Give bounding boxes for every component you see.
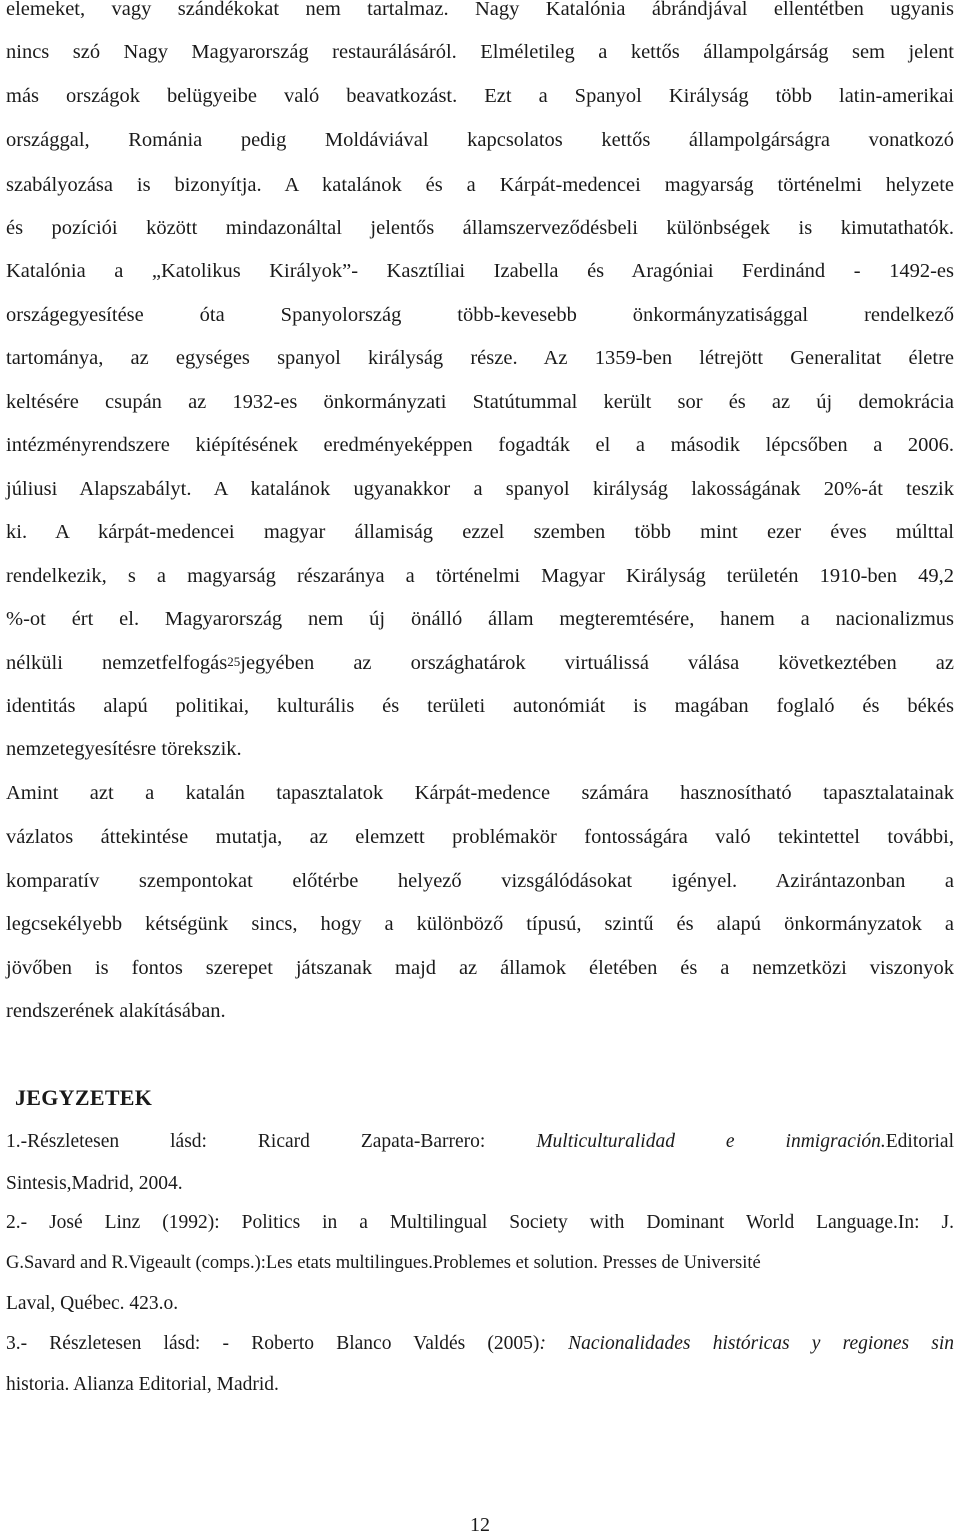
body-line: tartománya, az egységes spanyol királyság része. Az 1359-ben létrejött Generalitat életre (6, 347, 954, 369)
body-line: %-ot ért el. Magyarország nem új önálló állam megteremtésére, hanem a nacionalizmus (6, 608, 954, 630)
body-line: rendelkezik, s a magyarság részaránya a történelmi Magyar Királyság területén 1910-ben 49,2 (6, 565, 954, 587)
note-text: 3.- Részletesen lásd: - Roberto Blanco Valdés (2005) (6, 1333, 540, 1354)
body-line: jövőben is fontos szerepet játszanak majd az államok életében és a nemzetközi viszonyok (6, 957, 954, 979)
body-line: nincs szó Nagy Magyarország restaurálásáról. Elméletileg a kettős állampolgárság sem jelent (6, 41, 954, 63)
page-number: 12 (470, 1514, 490, 1536)
body-line: komparatív szempontokat előtérbe helyező vizsgálódásokat igényel. Azirántazonban a (6, 870, 954, 892)
note-2-line-1: 2.- José Linz (1992): Politics in a Multilingual Society with Dominant World Language.In: J. (6, 1212, 954, 1233)
body-line: szabályozása is bizonyítja. A katalánok és a Kárpát-medencei magyarság történelmi helyzete (6, 174, 954, 196)
note-2-line-3: Laval, Québec. 423.o. (6, 1293, 179, 1314)
note-1-line-1 (6, 1130, 954, 1154)
note-text: Editorial (885, 1131, 954, 1152)
notes-heading: JEGYZETEK (15, 1085, 153, 1110)
body-line: országegyesítése óta Spanyolország több-kevesebb önkormányzatisággal rendelkező (6, 304, 954, 326)
note-3-line-2: historia. Alianza Editorial, Madrid. (6, 1374, 279, 1395)
footnote-ref: 25 (227, 654, 241, 669)
body-line: júliusi Alapszabályt. A katalánok ugyanakkor a spanyol királyság lakosságának 20%-át teszik (6, 478, 954, 500)
body-line: nemzetegyesítésre törekszik. (6, 738, 242, 760)
body-line: rendszerének alakításában. (6, 1000, 226, 1022)
body-line: ki. A kárpát-medencei magyar államiság ezzel szemben több mint ezer éves múlttal (6, 521, 954, 543)
body-line: más országok belügyeibe való beavatkozást. Ezt a Spanyol Királyság több latin-amerikai (6, 85, 954, 107)
note-3-line-1 (6, 1332, 954, 1356)
body-line-with-footnote (6, 651, 954, 675)
body-line: keltésére csupán az 1932-es önkormányzati Statútummal került sor és az új demokrácia (6, 391, 954, 413)
body-line: Katalónia a „Katolikus Királyok”- Kasztíliai Izabella és Aragóniai Ferdinánd - 1492-es (6, 260, 954, 282)
footnote-text-before: nélküli nemzetfelfogás (6, 652, 228, 674)
note-title: Multiculturalidad e inmigración. (536, 1131, 886, 1152)
note-1-line-2: Sintesis,Madrid, 2004. (6, 1173, 183, 1194)
note-2-line-2: G.Savard and R.Vigeault (comps.):Les etats multilingues.Problemes et solution. Presses de Université (6, 1253, 761, 1273)
body-line: Amint azt a katalán tapasztalatok Kárpát-medence számára hasznosítható tapasztalatainak (6, 782, 954, 804)
body-line: identitás alapú politikai, kulturális és területi autonómiát is magában foglaló és békés (6, 695, 954, 717)
body-line: legcsekélyebb kétségünk sincs, hogy a különböző típusú, szintű és alapú önkormányzatok a (6, 913, 954, 935)
body-line: országgal, Románia pedig Moldáviával kapcsolatos kettős állampolgárságra vonatkozó (6, 129, 954, 151)
note-title: : Nacionalidades históricas y regiones sin (539, 1333, 955, 1354)
body-line: és pozíciói között mindazonáltal jelentős államszerveződésbeli különbségek is kimutathatók. (6, 217, 954, 239)
footnote-text-after: jegyében az országhatárok virtuálissá válása következtében az (240, 652, 954, 674)
body-line: elemeket, vagy szándékokat nem tartalmaz. Nagy Katalónia ábrándjával ellentétben ugyanis (6, 0, 954, 20)
body-line: vázlatos áttekintése mutatja, az elemzett problémakör fontosságára való tekintettel további, (6, 826, 954, 848)
body-line: intézményrendszere kiépítésének eredményeképpen fogadták el a második lépcsőben a 2006. (6, 434, 954, 456)
note-text: 1.-Részletesen lásd: Ricard Zapata-Barrero: (6, 1131, 537, 1152)
